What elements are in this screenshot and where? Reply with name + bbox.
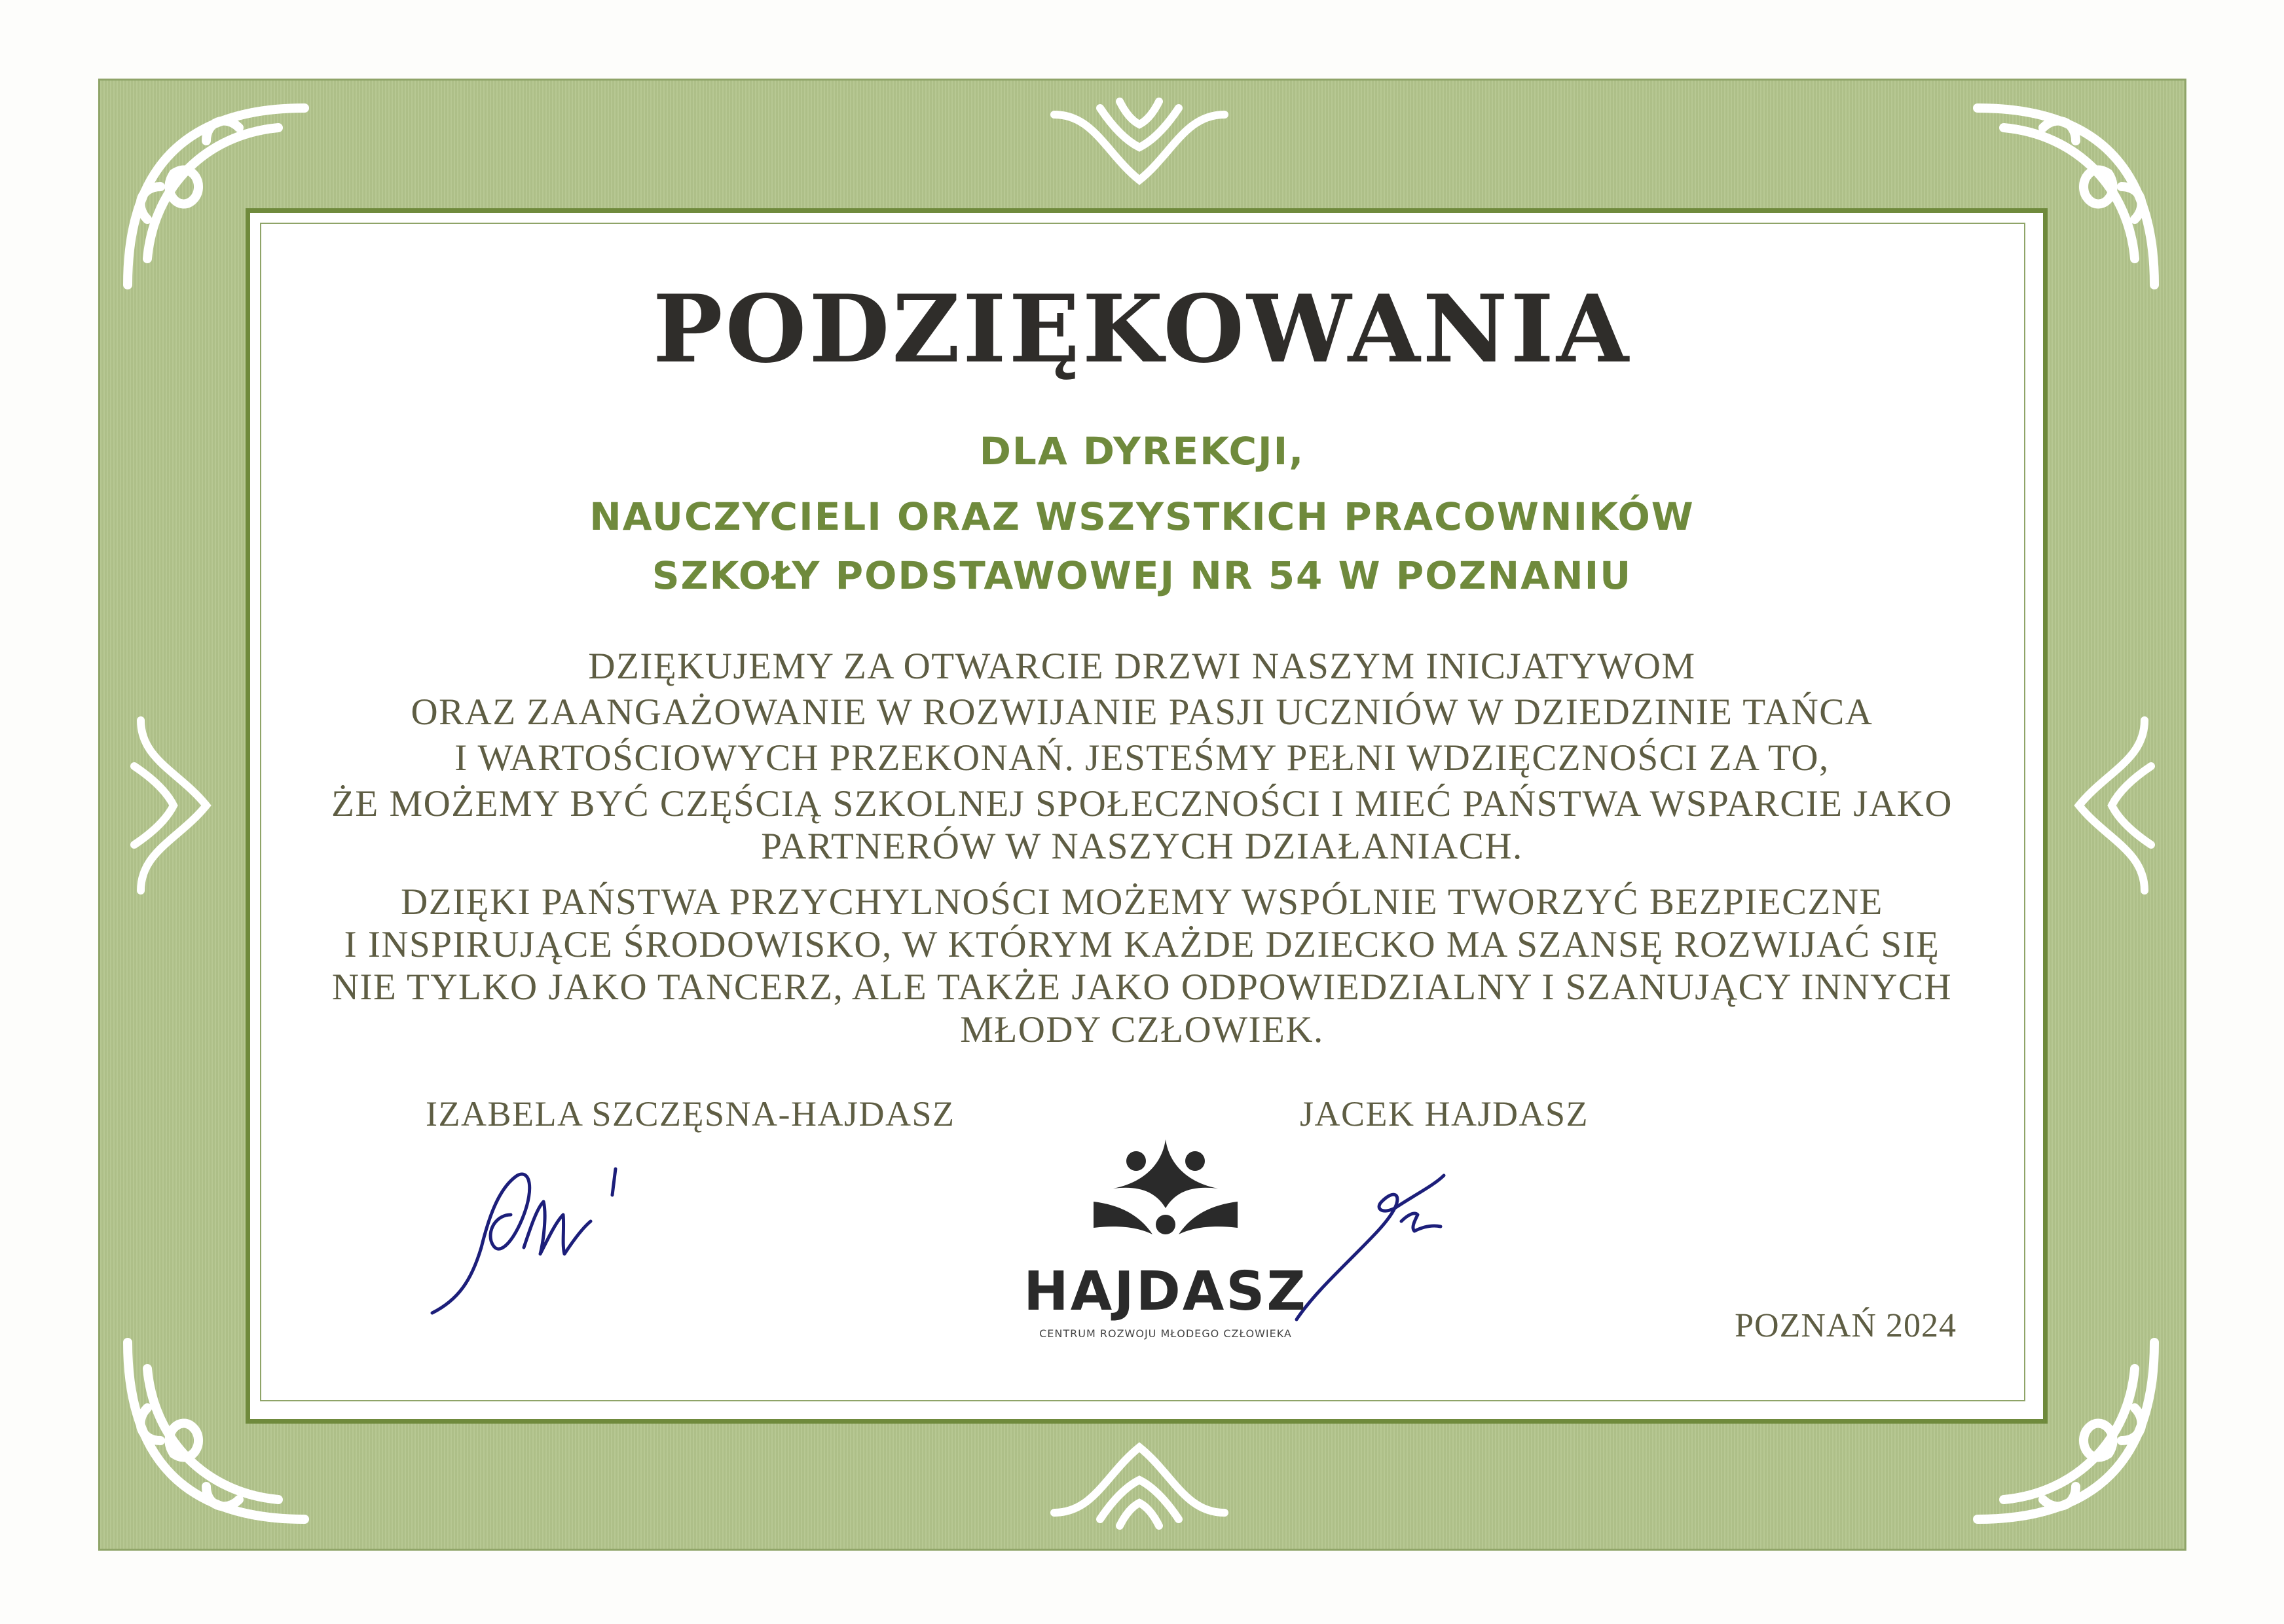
recipient-line: DLA DYREKCJI, bbox=[979, 429, 1305, 473]
paragraph2-line: MŁODY CZŁOWIEK. bbox=[960, 1009, 1324, 1050]
left-signature bbox=[419, 1149, 707, 1333]
left-signatory-name: IZABELA SZCZĘSNA-HAJDASZ bbox=[426, 1094, 955, 1134]
recipient-line: SZKOŁY PODSTAWOWEJ NR 54 W POZNANIU bbox=[652, 553, 1632, 598]
right-signatory-name: JACEK HAJDASZ bbox=[1300, 1094, 1589, 1134]
place-date: POZNAŃ 2024 bbox=[1735, 1307, 1957, 1344]
logo-wordmark: HAJDASZ bbox=[1023, 1261, 1308, 1323]
paragraph2-line: NIE TYLKO JAKO TANCERZ, ALE TAKŻE JAKO ODPOWIEDZIALNY I SZANUJĄCY INNYCH bbox=[331, 967, 1953, 1008]
right-signature bbox=[1283, 1149, 1506, 1333]
logo-tagline: CENTRUM ROZWOJU MŁODEGO CZŁOWIEKA bbox=[1039, 1327, 1292, 1340]
bottom-center-ornament bbox=[1041, 1428, 1238, 1539]
paragraph1-line: ORAZ ZAANGAŻOWANIE W ROZWIJANIE PASJI UCZNIÓW W DZIEDZINIE TAŃCA bbox=[411, 692, 1873, 733]
paragraph1-line: I WARTOŚCIOWYCH PRZEKONAŃ. JESTEŚMY PEŁNI WDZIĘCZNOŚCI ZA TO, bbox=[454, 737, 1830, 779]
hajdasz-logo bbox=[1022, 1136, 1310, 1346]
paragraph2-line: DZIĘKI PAŃSTWA PRZYCHYLNOŚCI MOŻEMY WSPÓLNIE TWORZYĆ BEZPIECZNE bbox=[401, 881, 1883, 923]
paragraph1-line: ŻE MOŻEMY BYĆ CZĘŚCIĄ SZKOLNEJ SPOŁECZNOŚCI I MIEĆ PAŃSTWA WSPARCIE JAKO bbox=[331, 783, 1953, 824]
paragraph1-line: DZIĘKUJEMY ZA OTWARCIE DRZWI NASZYM INICJATYWOM bbox=[588, 646, 1696, 687]
certificate-title: PODZIĘKOWANIA bbox=[652, 275, 1632, 384]
paragraph2-line: I INSPIRUJĄCE ŚRODOWISKO, W KTÓRYM KAŻDE DZIECKO MA SZANSĘ ROZWIJAĆ SIĘ bbox=[344, 924, 1940, 965]
top-center-ornament bbox=[1041, 88, 1238, 200]
paragraph1-line: PARTNERÓW W NASZYCH DZIAŁANIACH. bbox=[761, 826, 1523, 867]
recipient-line: NAUCZYCIELI ORAZ WSZYSTKICH PRACOWNIKÓW bbox=[589, 494, 1695, 539]
dancers-logo-icon bbox=[1087, 1136, 1244, 1254]
